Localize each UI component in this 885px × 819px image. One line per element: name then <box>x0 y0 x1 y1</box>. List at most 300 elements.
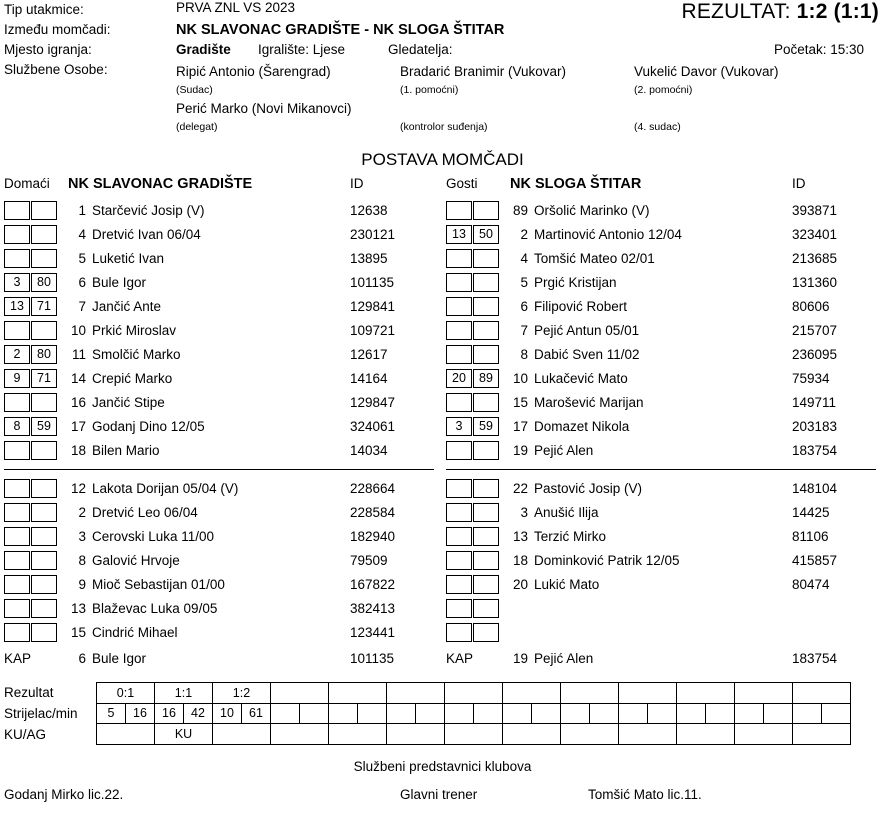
player-number: 15 <box>512 394 528 410</box>
grid-cell-strijelac-22[interactable] <box>735 703 764 724</box>
player-name: Cerovski Luka 11/00 <box>92 528 215 544</box>
player-id: 14164 <box>350 370 388 386</box>
event-box-1[interactable]: 9 <box>4 369 30 388</box>
table-row <box>442 500 884 524</box>
event-boxes <box>446 527 502 546</box>
grid-cell-strijelac-8[interactable] <box>329 703 358 724</box>
kickoff-time: Početak: 15:30 <box>774 42 865 57</box>
event-boxes <box>446 479 502 498</box>
table-row <box>442 572 884 596</box>
event-box-1[interactable] <box>4 623 30 642</box>
player-name: Lukić Mato <box>534 576 600 592</box>
player-number: 14 <box>70 370 86 386</box>
table-row <box>442 198 884 222</box>
player-number: 12 <box>70 480 86 496</box>
grid-cell-rezultat-10[interactable] <box>677 683 735 704</box>
official-referee-role: (Sudac) <box>176 84 213 96</box>
away-column-header <box>442 176 884 198</box>
grid-row-rezultat <box>97 683 851 704</box>
spectators-label: Gledatelja: <box>388 42 453 57</box>
home-captain-row <box>0 646 442 670</box>
home-divider <box>4 469 434 470</box>
table-row <box>0 342 442 366</box>
event-box-2[interactable]: 71 <box>31 369 57 388</box>
player-number: 1 <box>78 202 86 218</box>
player-name: Dominković Patrik 12/05 <box>534 552 680 568</box>
player-name: Lakota Dorijan 05/04 (V) <box>92 480 239 496</box>
player-number: 11 <box>71 346 86 362</box>
event-box-2[interactable] <box>473 249 499 268</box>
event-box-1[interactable] <box>446 249 472 268</box>
field-label: Igralište: Ljese <box>258 42 346 57</box>
event-boxes <box>4 599 60 618</box>
event-box-2[interactable]: 59 <box>473 417 499 436</box>
event-boxes <box>446 599 502 618</box>
grid-cell-strijelac-11[interactable] <box>416 703 445 724</box>
player-number: 19 <box>512 442 528 458</box>
venue-city: Gradište <box>176 42 231 57</box>
result-grid-labels <box>4 682 96 745</box>
event-box-2[interactable]: 89 <box>473 369 499 388</box>
away-id-header: ID <box>792 176 806 191</box>
table-row <box>0 246 442 270</box>
player-name: Pastović Josip (V) <box>534 480 643 496</box>
home-captain-number: 6 <box>78 650 86 666</box>
table-row <box>442 222 884 246</box>
event-box-2[interactable]: 71 <box>31 297 57 316</box>
official-delegate-role: (delegat) <box>176 121 218 133</box>
player-name: Terzić Mirko <box>534 528 607 544</box>
event-box-2[interactable] <box>473 441 499 460</box>
player-name: Prgić Kristijan <box>534 274 617 290</box>
player-name: Blaževac Luka 09/05 <box>92 600 218 616</box>
grid-cell-kuag-2[interactable] <box>213 724 271 745</box>
grid-row-strijelac <box>97 703 851 724</box>
grid-cell-strijelac-12[interactable] <box>445 703 474 724</box>
event-box-2[interactable] <box>31 599 57 618</box>
grid-cell-rezultat-2[interactable]: 1:2 <box>213 683 271 704</box>
player-number: 16 <box>70 394 86 410</box>
table-row <box>0 222 442 246</box>
event-box-1[interactable] <box>4 249 30 268</box>
table-row <box>0 596 442 620</box>
event-box-2[interactable] <box>31 479 57 498</box>
player-id: 12617 <box>350 346 388 362</box>
footer-home-representative: Godanj Mirko lic.22. <box>4 787 124 802</box>
table-row <box>442 438 884 462</box>
grid-cell-strijelac-13[interactable] <box>474 703 503 724</box>
event-boxes <box>4 345 60 364</box>
grid-cell-strijelac-21[interactable] <box>706 703 735 724</box>
event-box-2[interactable] <box>473 599 499 618</box>
player-id: 167822 <box>350 576 396 592</box>
table-row <box>0 548 442 572</box>
event-box-1[interactable] <box>4 225 30 244</box>
player-number: 13 <box>512 528 528 544</box>
grid-cell-strijelac-15[interactable] <box>532 703 561 724</box>
grid-cell-rezultat-7[interactable] <box>503 683 561 704</box>
grid-cell-strijelac-6[interactable] <box>271 703 300 724</box>
grid-cell-strijelac-16[interactable] <box>561 703 590 724</box>
grid-cell-strijelac-5[interactable]: 61 <box>242 703 271 724</box>
grid-cell-strijelac-2[interactable]: 16 <box>155 703 184 724</box>
player-id: 14425 <box>792 504 830 520</box>
player-name: Pejić Alen <box>534 442 594 458</box>
player-id: 81106 <box>792 528 829 544</box>
event-box-1[interactable] <box>446 599 472 618</box>
event-boxes <box>4 225 60 244</box>
footer-head-coach-label: Glavni trener <box>400 787 478 802</box>
event-boxes <box>446 345 502 364</box>
player-number: 89 <box>512 202 528 218</box>
grid-cell-rezultat-1[interactable]: 1:1 <box>155 683 213 704</box>
grid-cell-strijelac-1[interactable]: 16 <box>126 703 155 724</box>
event-box-2[interactable] <box>473 345 499 364</box>
event-boxes <box>4 551 60 570</box>
event-box-2[interactable] <box>473 393 499 412</box>
player-id: 323401 <box>792 226 838 242</box>
player-number: 18 <box>70 442 86 458</box>
table-row <box>442 548 884 572</box>
player-id: 80474 <box>792 576 830 592</box>
event-box-1[interactable] <box>446 441 472 460</box>
player-name: Godanj Dino 12/05 <box>92 418 205 434</box>
grid-cell-strijelac-10[interactable] <box>387 703 416 724</box>
player-name: Oršolić Marinko (V) <box>534 202 650 218</box>
grid-cell-rezultat-3[interactable] <box>271 683 329 704</box>
away-captain-label: KAP <box>446 650 474 666</box>
player-name: Filipović Robert <box>534 298 628 314</box>
event-boxes <box>446 417 502 436</box>
event-boxes <box>446 249 502 268</box>
event-boxes <box>4 623 60 642</box>
event-box-2[interactable] <box>473 297 499 316</box>
event-box-1[interactable] <box>4 503 30 522</box>
event-box-2[interactable] <box>473 623 499 642</box>
event-box-2[interactable] <box>31 321 57 340</box>
player-number: 20 <box>512 576 528 592</box>
grid-cell-strijelac-4[interactable]: 10 <box>213 703 242 724</box>
event-box-1[interactable] <box>4 551 30 570</box>
table-row <box>0 270 442 294</box>
player-name: Dretvić Ivan 06/04 <box>92 226 201 242</box>
event-boxes <box>4 273 60 292</box>
player-id: 183754 <box>792 442 838 458</box>
event-box-2[interactable]: 80 <box>31 345 57 364</box>
away-column <box>442 176 884 670</box>
event-box-1[interactable] <box>446 551 472 570</box>
player-id: 79509 <box>350 552 388 568</box>
official-ar2-role: (2. pomoćni) <box>634 84 693 96</box>
result-grid <box>0 682 885 745</box>
event-box-2[interactable] <box>473 551 499 570</box>
event-box-1[interactable] <box>4 441 30 460</box>
player-name: Dretvić Leo 06/04 <box>92 504 198 520</box>
table-row <box>0 414 442 438</box>
result-header <box>681 0 879 24</box>
away-captain-number: 19 <box>512 650 528 666</box>
player-id: 228664 <box>350 480 396 496</box>
player-number: 4 <box>520 250 528 266</box>
home-column-header <box>0 176 442 198</box>
label-sluzbene-osobe: Službene Osobe: <box>4 62 108 77</box>
grid-cell-kuag-9[interactable] <box>619 724 677 745</box>
event-box-2[interactable] <box>31 201 57 220</box>
grid-cell-rezultat-12[interactable] <box>793 683 851 704</box>
event-box-1[interactable] <box>446 321 472 340</box>
home-subs-list <box>0 476 442 644</box>
grid-cell-kuag-8[interactable] <box>561 724 619 745</box>
event-box-1[interactable] <box>4 393 30 412</box>
event-box-1[interactable] <box>446 297 472 316</box>
label-strijelac-min: Strijelac/min <box>4 706 78 721</box>
table-row <box>442 294 884 318</box>
player-number: 8 <box>520 346 528 362</box>
table-row <box>0 524 442 548</box>
player-id: 182940 <box>350 528 396 544</box>
event-box-2[interactable] <box>31 623 57 642</box>
event-box-2[interactable] <box>31 527 57 546</box>
event-box-1[interactable]: 3 <box>4 273 30 292</box>
event-box-2[interactable]: 80 <box>31 273 57 292</box>
official-delegate-name: Perić Marko (Novi Mikanovci) <box>176 101 352 116</box>
grid-cell-strijelac-7[interactable] <box>300 703 329 724</box>
grid-cell-rezultat-9[interactable] <box>619 683 677 704</box>
grid-cell-kuag-5[interactable] <box>387 724 445 745</box>
event-box-1[interactable] <box>446 393 472 412</box>
event-boxes <box>446 321 502 340</box>
player-name: Jančić Ante <box>92 298 162 314</box>
grid-row-kuag <box>97 724 851 745</box>
grid-cell-strijelac-18[interactable] <box>619 703 648 724</box>
grid-cell-kuag-12[interactable] <box>793 724 851 745</box>
away-subs-list <box>442 476 884 644</box>
grid-cell-kuag-10[interactable] <box>677 724 735 745</box>
player-number: 2 <box>78 504 86 520</box>
event-box-1[interactable] <box>446 575 472 594</box>
event-box-1[interactable] <box>446 527 472 546</box>
player-number: 18 <box>512 552 528 568</box>
grid-cell-strijelac-19[interactable] <box>648 703 677 724</box>
event-box-2[interactable]: 50 <box>473 225 499 244</box>
player-number: 7 <box>520 322 528 338</box>
event-box-1[interactable] <box>446 479 472 498</box>
event-box-1[interactable] <box>4 527 30 546</box>
event-box-1[interactable] <box>446 345 472 364</box>
event-boxes <box>4 297 60 316</box>
event-box-1[interactable] <box>4 479 30 498</box>
event-box-1[interactable] <box>4 321 30 340</box>
grid-cell-strijelac-14[interactable] <box>503 703 532 724</box>
player-id: 203183 <box>792 418 838 434</box>
footer-block <box>0 759 885 819</box>
grid-cell-kuag-1[interactable]: KU <box>155 724 213 745</box>
home-team-name: NK SLAVONAC GRADIŠTE <box>68 176 253 192</box>
event-boxes <box>446 575 502 594</box>
grid-cell-kuag-4[interactable] <box>329 724 387 745</box>
home-id-header: ID <box>350 176 364 191</box>
player-id: 236095 <box>792 346 838 362</box>
grid-cell-kuag-7[interactable] <box>503 724 561 745</box>
grid-cell-strijelac-3[interactable]: 42 <box>184 703 213 724</box>
grid-cell-strijelac-20[interactable] <box>677 703 706 724</box>
grid-cell-rezultat-6[interactable] <box>445 683 503 704</box>
table-row <box>442 270 884 294</box>
official-controller-role: (kontrolor suđenja) <box>400 121 488 133</box>
label-mjesto-igranja: Mjesto igranja: <box>4 42 92 57</box>
event-box-2[interactable] <box>31 503 57 522</box>
player-id: 148104 <box>792 480 838 496</box>
event-box-1[interactable]: 3 <box>446 417 472 436</box>
player-number: 2 <box>520 226 528 242</box>
event-box-1[interactable] <box>4 575 30 594</box>
event-boxes <box>4 321 60 340</box>
event-boxes <box>4 393 60 412</box>
grid-cell-kuag-3[interactable] <box>271 724 329 745</box>
event-boxes <box>4 249 60 268</box>
grid-cell-kuag-6[interactable] <box>445 724 503 745</box>
table-row <box>442 620 884 644</box>
player-name: Jančić Stipe <box>92 394 165 410</box>
table-row <box>0 438 442 462</box>
event-box-2[interactable] <box>31 249 57 268</box>
lineups-container <box>0 176 885 670</box>
table-row <box>442 318 884 342</box>
event-boxes <box>4 479 60 498</box>
event-box-1[interactable] <box>446 201 472 220</box>
event-box-1[interactable]: 8 <box>4 417 30 436</box>
event-box-1[interactable]: 13 <box>4 297 30 316</box>
player-number: 10 <box>70 322 86 338</box>
player-id: 123441 <box>350 624 396 640</box>
away-captain-id: 183754 <box>792 650 838 666</box>
grid-cell-kuag-11[interactable] <box>735 724 793 745</box>
header-block <box>0 0 885 144</box>
event-boxes <box>446 551 502 570</box>
player-id: 12638 <box>350 202 388 218</box>
grid-cell-rezultat-11[interactable] <box>735 683 793 704</box>
table-row <box>0 476 442 500</box>
event-box-1[interactable]: 13 <box>446 225 472 244</box>
event-boxes <box>446 369 502 388</box>
grid-cell-strijelac-25[interactable] <box>822 703 851 724</box>
event-box-2[interactable] <box>473 503 499 522</box>
grid-cell-rezultat-4[interactable] <box>329 683 387 704</box>
event-box-1[interactable]: 2 <box>4 345 30 364</box>
player-number: 9 <box>78 576 86 592</box>
event-box-2[interactable] <box>31 551 57 570</box>
player-number: 7 <box>78 298 86 314</box>
home-captain-label: KAP <box>4 650 32 666</box>
event-boxes <box>4 575 60 594</box>
match-title: NK SLAVONAC GRADIŠTE - NK SLOGA ŠTITAR <box>176 22 505 38</box>
table-row <box>0 572 442 596</box>
table-row <box>0 620 442 644</box>
event-box-2[interactable] <box>473 527 499 546</box>
grid-cell-strijelac-17[interactable] <box>590 703 619 724</box>
event-box-2[interactable] <box>31 393 57 412</box>
player-name: Mioč Sebastijan 01/00 <box>92 576 225 592</box>
player-number: 3 <box>78 528 86 544</box>
label-izmedu-momcadi: Između momčadi: <box>4 22 111 37</box>
competition-name: PRVA ZNL VS 2023 <box>176 0 296 15</box>
event-box-2[interactable] <box>473 201 499 220</box>
player-number: 15 <box>70 624 86 640</box>
table-row <box>0 318 442 342</box>
event-box-1[interactable] <box>4 599 30 618</box>
official-ar2-name: Vukelić Davor (Vukovar) <box>634 64 779 79</box>
event-box-1[interactable] <box>446 623 472 642</box>
player-id: 131360 <box>792 274 838 290</box>
grid-cell-rezultat-5[interactable] <box>387 683 445 704</box>
event-box-1[interactable] <box>446 273 472 292</box>
result-label: REZULTAT: <box>681 0 791 23</box>
event-box-2[interactable] <box>473 321 499 340</box>
player-id: 213685 <box>792 250 838 266</box>
table-row <box>0 500 442 524</box>
player-name: Smolčić Marko <box>92 346 181 362</box>
player-number: 10 <box>512 370 528 386</box>
player-id: 129847 <box>350 394 396 410</box>
player-id: 228584 <box>350 504 396 520</box>
table-row <box>442 246 884 270</box>
label-tip-utakmice: Tip utakmice: <box>4 2 84 17</box>
table-row <box>442 366 884 390</box>
label-ku-ag: KU/AG <box>4 727 47 742</box>
player-id: 415857 <box>792 552 838 568</box>
player-name: Lukačević Mato <box>534 370 628 386</box>
event-box-2[interactable] <box>473 575 499 594</box>
event-box-2[interactable] <box>473 479 499 498</box>
official-ar1-role: (1. pomoćni) <box>400 84 459 96</box>
event-boxes <box>446 393 502 412</box>
grid-cell-strijelac-9[interactable] <box>358 703 387 724</box>
footer-title: Službeni predstavnici klubova <box>353 759 532 774</box>
event-box-2[interactable]: 59 <box>31 417 57 436</box>
table-row <box>442 596 884 620</box>
event-boxes <box>4 441 60 460</box>
player-number: 6 <box>520 298 528 314</box>
event-box-1[interactable] <box>4 201 30 220</box>
grid-cell-rezultat-0[interactable]: 0:1 <box>97 683 155 704</box>
player-number: 3 <box>520 504 528 520</box>
player-name: Starčević Josip (V) <box>92 202 205 218</box>
grid-cell-strijelac-0[interactable]: 5 <box>97 703 126 724</box>
player-name: Crepić Marko <box>92 370 173 386</box>
grid-cell-strijelac-23[interactable] <box>764 703 793 724</box>
player-name: Cindrić Mihael <box>92 624 178 640</box>
player-id: 393871 <box>792 202 838 218</box>
player-id: 13895 <box>350 250 388 266</box>
away-captain-name: Pejić Alen <box>534 650 594 666</box>
event-box-2[interactable] <box>473 273 499 292</box>
event-box-2[interactable] <box>31 575 57 594</box>
player-name: Luketić Ivan <box>92 250 165 266</box>
event-box-1[interactable]: 20 <box>446 369 472 388</box>
event-boxes <box>446 503 502 522</box>
event-box-2[interactable] <box>31 225 57 244</box>
grid-cell-strijelac-24[interactable] <box>793 703 822 724</box>
player-name: Domazet Nikola <box>534 418 630 434</box>
event-box-1[interactable] <box>446 503 472 522</box>
player-name: Pejić Antun 05/01 <box>534 322 640 338</box>
player-id: 14034 <box>350 442 388 458</box>
table-row <box>0 198 442 222</box>
event-box-2[interactable] <box>31 441 57 460</box>
grid-cell-kuag-0[interactable] <box>97 724 155 745</box>
away-starters-list <box>442 198 884 462</box>
grid-cell-rezultat-8[interactable] <box>561 683 619 704</box>
